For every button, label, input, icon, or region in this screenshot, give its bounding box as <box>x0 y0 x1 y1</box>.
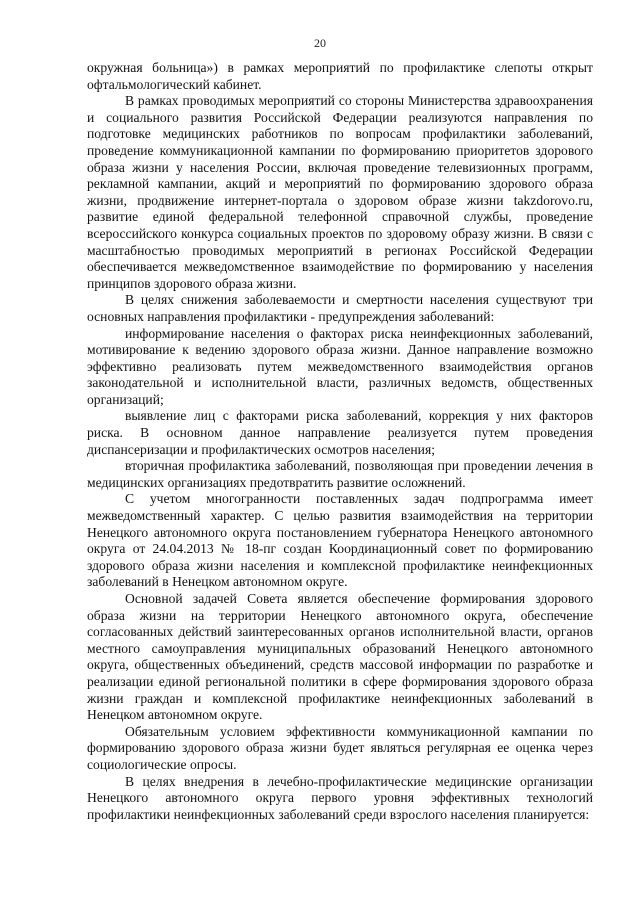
paragraph-ministry-measures: В рамках проводимых мероприятий со стороны Министерства здравоохранения и социального развития Российской Федерации реализуются направления по подготовке медицинских работников по вопросам профилактики заболеваний, проведение коммуникационной кампании по формированию приоритетов здорового образа жизни у населения России, включая проведение телевизионных программ, рекламной кампании, акций и мероприятий по формированию здорового образа жизни, продвижение интернет-портала о здоровом образе жизни takzdorovo.ru, развитие единой федеральной телефонной справочной службы, проведение всероссийского конкурса социальных проектов по здоровому образу жизни. В связи с масштабностью проводимых мероприятий в регионах Российской Федерации обеспечивается межведомственное взаимодействие по формированию у населения принципов здорового образа жизни. <box>87 93 593 291</box>
paragraph-planned-measures: В целях внедрения в лечебно-профилактические медицинские организации Ненецкого автономного округа первого уровня эффективных технологий профилактики неинфекционных заболеваний среди взрослого населения планируется: <box>87 773 593 822</box>
paragraph-direction-informing: информирование населения о факторах риска неинфекционных заболеваний, мотивирование к ведению здорового образа жизни. Данное направление возможно эффективно реализовать путем межведомственного взаимодействия органов законодательной и исполнительной власти, различных ведомств, общественных организаций; <box>87 325 593 407</box>
body-text <box>87 60 593 823</box>
paragraph-coordination-council: С учетом многогранности поставленных задач подпрограмма имеет межведомственный характер. С целью развития взаимодействия на территории Ненецкого автономного округа постановлением губернатора Ненецкого автономного округа от 24.04.2013 № 18-пг создан Координационный совет по формированию здорового образа жизни населения и комплексной профилактике неинфекционных заболеваний в Ненецком автономном округе. <box>87 491 593 590</box>
paragraph-direction-secondary: вторичная профилактика заболеваний, позволяющая при проведении лечения в медицинских организациях предотвратить развитие осложнений. <box>87 458 593 490</box>
paragraph-campaign-evaluation: Обязательным условием эффективности коммуникационной кампании по формированию здорового образа жизни будет являться регулярная ее оценка через социологические опросы. <box>87 723 593 772</box>
paragraph-prevention-directions: В целях снижения заболеваемости и смертности населения существуют три основных направления профилактики - предупреждения заболеваний: <box>87 292 593 324</box>
page-number: 20 <box>314 36 326 50</box>
paragraph-continuation: окружная больница») в рамках мероприятий по профилактике слепоты открыт офтальмологический кабинет. <box>87 60 593 92</box>
paragraph-council-task: Основной задачей Совета является обеспечение формирования здорового образа жизни на территории Ненецкого автономного округа, обеспечение согласованных действий заинтересованных органов исполнительной власти, органов местного самоуправления муниципальных образований Ненецкого автономного округа, общественных объединений, средств массовой информации по разработке и реализации единой региональной политики в сфере формирования здорового образа жизни граждан и комплексной профилактике неинфекционных заболеваний в Ненецком автономном округе. <box>87 591 593 723</box>
paragraph-direction-identification: выявление лиц с факторами риска заболеваний, коррекция у них факторов риска. В основном данное направление реализуется путем проведения диспансеризации и профилактических осмотров населения; <box>87 408 593 457</box>
